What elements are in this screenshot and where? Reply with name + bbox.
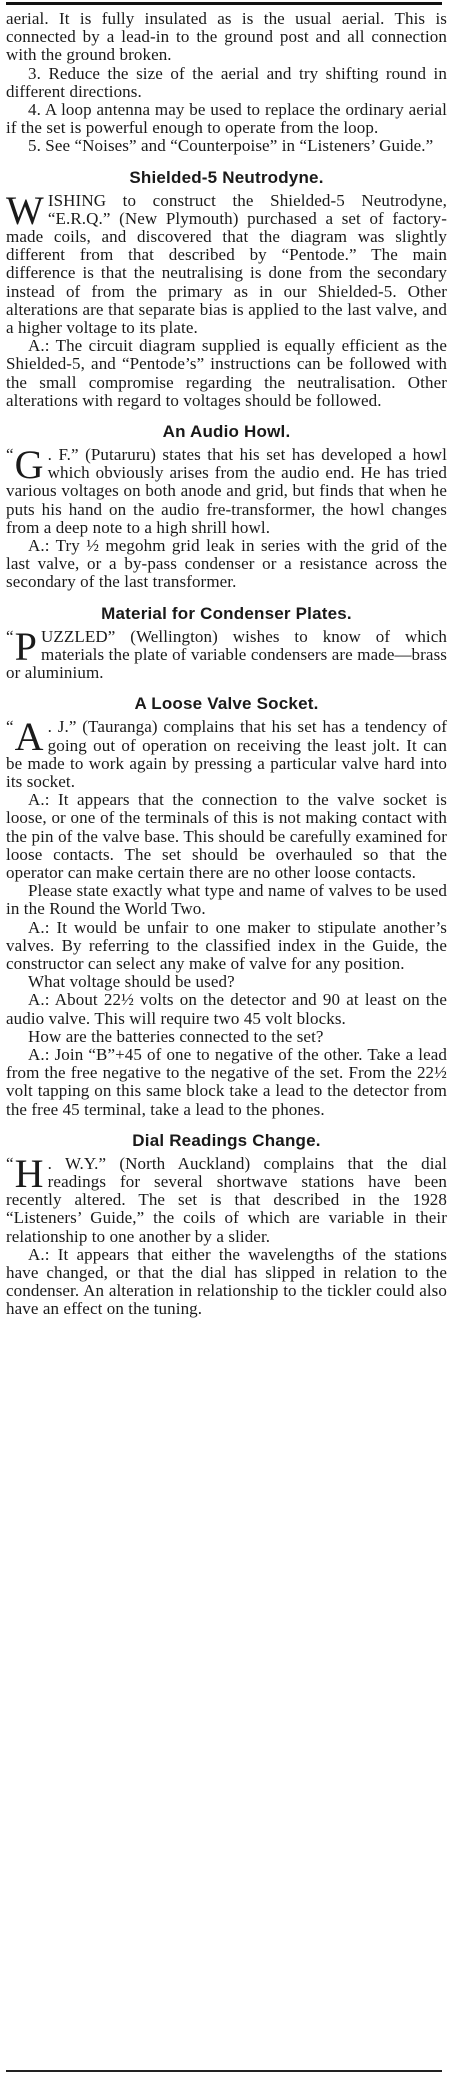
section-paragraph [6, 1150, 447, 1246]
intro-item-3: 3. Reduce the size of the aerial and try shifting round in different directions. [6, 63, 447, 101]
open-quote: “ [6, 1153, 14, 1173]
answer-paragraph: A.: It appears that the connection to the valve socket is loose, or one of the terminals of this is not making contact with the pin of the valve base. This should be carefully examined for loose contacts. The set should be overhauled so that the operator can make certain there are no other loose contacts. [6, 790, 447, 882]
paragraph-text: . F.” (Putaruru) states that his set has developed a howl which obviously arises from the audio end. He has tried various voltages on both anode and grid, but finds that when he puts his hand on the audio fre-transformer, the howl changes from a deep note to a high shrill howl. [6, 445, 447, 537]
intro-paragraph: aerial. It is fully insulated as is the usual aerial. This is connected by a lead-in to the ground post and all connection with the ground broken. [6, 9, 447, 65]
open-quote: “ [6, 717, 14, 737]
section-condenser-plates [6, 604, 447, 683]
paragraph-text: . W.Y.” (North Auckland) complains that the dial readings for several shortwave stations have been recently altered. The set is that described in the 1928 “Listeners’ Guide,” the coils of which are variable in their relationship to one another by a slider. [6, 1153, 447, 1246]
section-heading: Material for Condenser Plates. [101, 603, 352, 623]
newspaper-column [6, 0, 447, 2086]
drop-cap: G [14, 442, 44, 488]
section-heading: A Loose Valve Socket. [134, 694, 319, 714]
answer-paragraph: A.: The circuit diagram supplied is equally efficient as the Shielded-5, and “Pentode’s” instructions can be followed with the small compromise regarding the neutralisation. Other alterations with regard to voltages should be followed. [6, 336, 447, 410]
section-heading: An Audio Howl. [162, 422, 291, 442]
answer-paragraph: A.: About 22½ volts on the detector and 90 at least on the audio valve. This will require two 45 volt blocks. [6, 990, 447, 1028]
section-paragraph [6, 714, 447, 791]
section-heading: Dial Readings Change. [132, 1130, 321, 1150]
question-paragraph: What voltage should be used? [28, 972, 235, 992]
paragraph-text: UZZLED” (Wellington) wishes to know of which materials the plate of variable condensers are made—brass or aluminium. [6, 626, 447, 683]
paragraph-text: . J.” (Tauranga) complains that his set has a tendency of going out of operation on receiving the least jolt. It can be made to work again by pressing a particular valve hard into its socket. [6, 717, 447, 791]
section-heading: Shielded-5 Neutrodyne. [129, 167, 324, 187]
intro-block [6, 10, 447, 156]
paragraph-text: ISHING to construct the Shielded-5 Neutrodyne, “E.R.Q.” (New Plymouth) purchased a set of factory-made coils, and discovered that the diagram was slightly different from that described by “Pentode.” The main difference is that the neutralising is done from the secondary instead of from the primary as in our Shielded-5. Other alterations are that separate bias is applied to the last valve, and a higher voltage to its plate. [6, 190, 447, 338]
answer-paragraph: A.: It appears that either the wavelengths of the stations have changed, or that the dial has slipped in relation to the condenser. An alteration in relationship to the tickler could also have an effect on the tuning. [6, 1244, 447, 1319]
question-paragraph: How are the batteries connected to the set? [28, 1026, 324, 1046]
intro-item-4: 4. A loop antenna may be used to replace the ordinary aerial if the set is powerful enough to operate from the loop. [6, 100, 447, 138]
open-quote: “ [6, 626, 14, 646]
bottom-rule [6, 2070, 442, 2072]
column-body [6, 10, 447, 1319]
section-audio-howl [6, 422, 447, 592]
drop-cap: P [14, 623, 38, 669]
section-dial-readings [6, 1131, 447, 1319]
section-paragraph [6, 187, 447, 338]
drop-cap: H [14, 1150, 44, 1196]
section-loose-valve-socket [6, 694, 447, 1118]
open-quote: “ [6, 445, 14, 465]
drop-cap: W [6, 187, 44, 233]
section-paragraph [6, 623, 447, 683]
section-paragraph [6, 442, 447, 537]
intro-item-5: 5. See “Noises” and “Counterpoise” in “Listeners’ Guide.” [28, 136, 434, 156]
answer-paragraph: A.: Join “B”+45 of one to negative of the other. Take a lead from the free negative to the negative of the set. From the 22½ volt tapping on this same block take a lead to the detector from the free 45 terminal, take a lead to the phones. [6, 1044, 447, 1119]
question-paragraph: Please state exactly what type and name of valves to be used in the Round the World Two. [6, 881, 447, 919]
answer-paragraph: A.: It would be unfair to one maker to stipulate another’s valves. By referring to the classified index in the Guide, the constructor can select any make of valve for any position. [6, 917, 447, 973]
top-rule [6, 2, 442, 5]
answer-paragraph: A.: Try ½ megohm grid leak in series with the grid of the last valve, or a by-pass condenser or a resistance across the secondary of the last transformer. [6, 536, 447, 592]
drop-cap: A [14, 714, 44, 760]
section-shielded-5 [6, 168, 447, 410]
